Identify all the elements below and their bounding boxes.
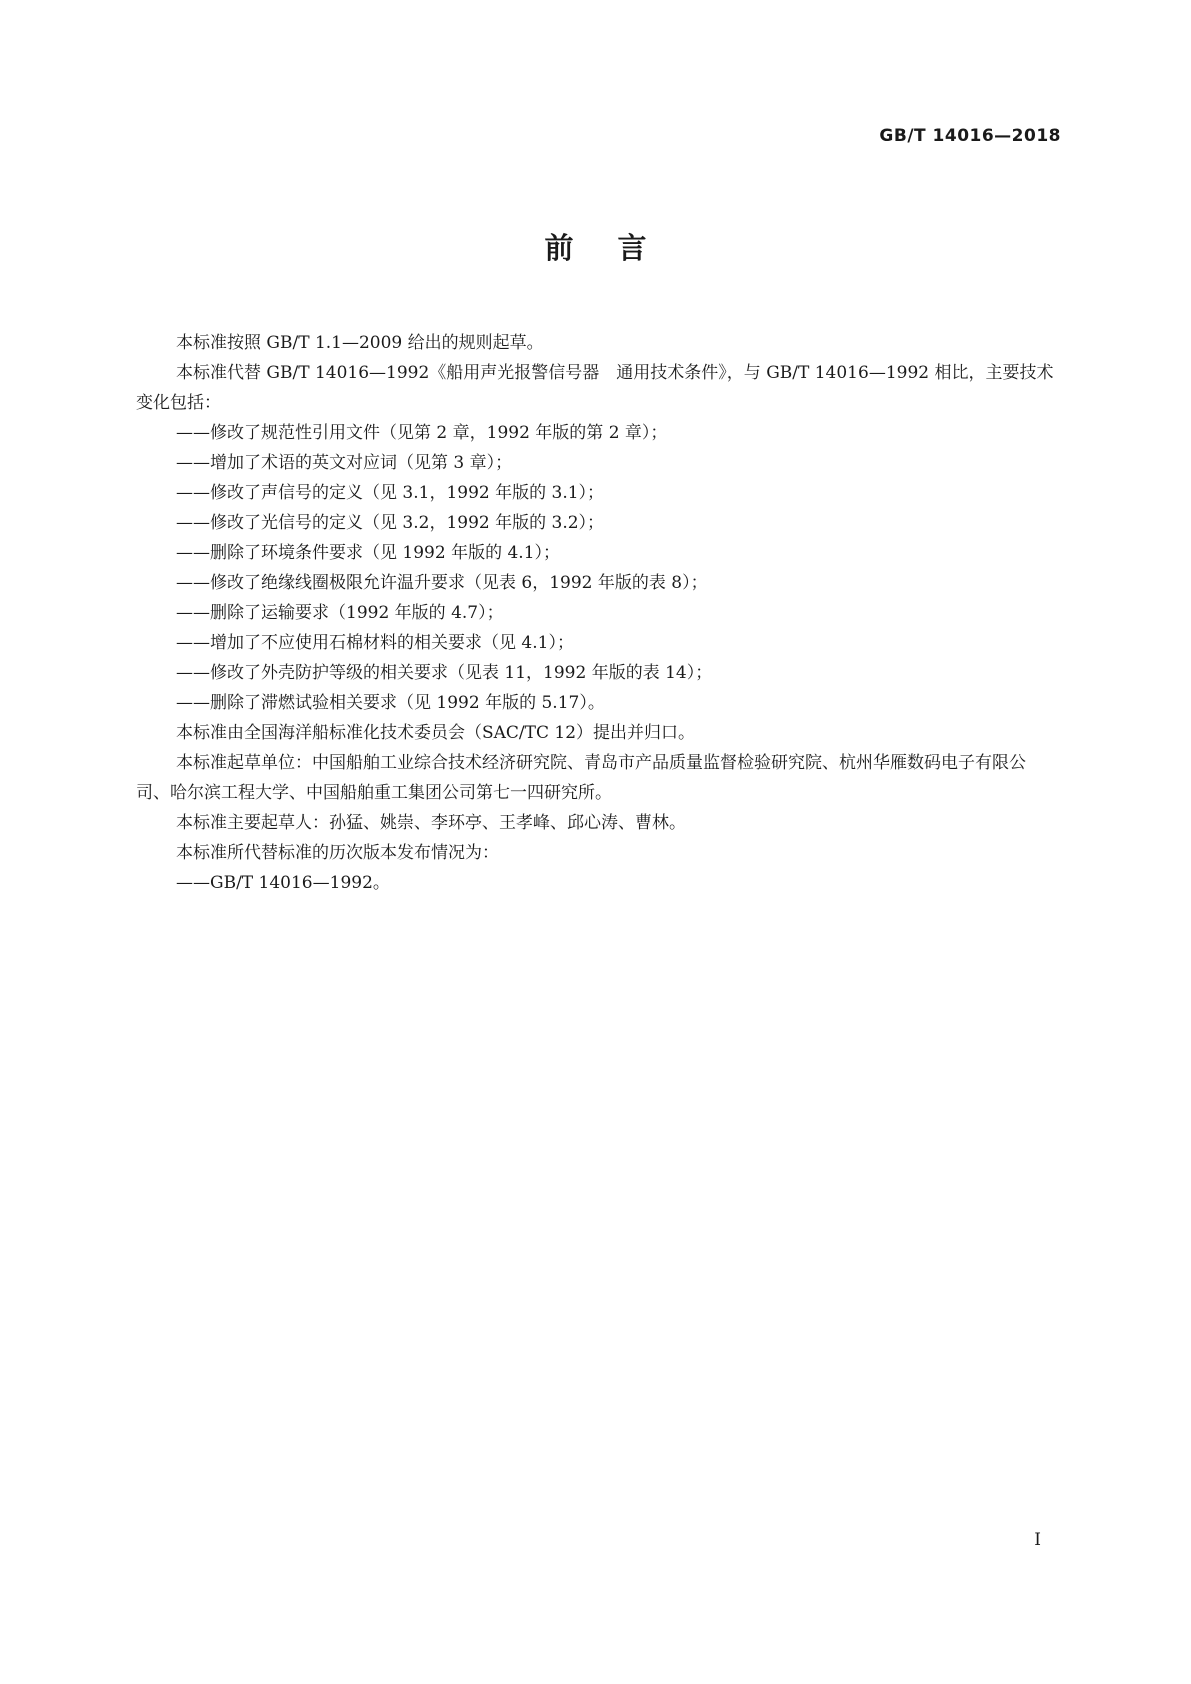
paragraph-history: 本标准所代替标准的历次版本发布情况为：	[176, 843, 499, 863]
list-item: ——删除了运输要求（1992 年版的 4.7）；	[176, 603, 504, 623]
paragraph-drafting-units: 本标准起草单位：中国船舶工业综合技术经济研究院、青岛市产品质量监督检验研究院、杭州华雁数码电子有限公司、哈尔滨工程大学、中国船舶重工集团公司第七一四研究所。	[136, 753, 1026, 803]
standard-code: GB/T 14016—2018	[879, 126, 1061, 146]
paragraph-drafters: 本标准主要起草人：孙猛、姚崇、李环亭、王孝峰、邱心涛、曹林。	[176, 813, 686, 833]
list-item: ——删除了环境条件要求（见 1992 年版的 4.1）；	[176, 543, 561, 563]
list-item: ——修改了绝缘线圈极限允许温升要求（见表 6，1992 年版的表 8）；	[176, 573, 708, 593]
list-item: ——GB/T 14016—1992。	[176, 873, 390, 893]
page-number: I	[1034, 1530, 1041, 1550]
list-item: ——增加了不应使用石棉材料的相关要求（见 4.1）；	[176, 633, 574, 653]
foreword-body	[136, 328, 1056, 898]
list-item: ——修改了规范性引用文件（见第 2 章，1992 年版的第 2 章）；	[176, 423, 668, 443]
page-title: 前言	[544, 231, 691, 265]
list-item: ——删除了滞燃试验相关要求（见 1992 年版的 5.17）。	[176, 693, 605, 713]
list-item: ——修改了外壳防护等级的相关要求（见表 11，1992 年版的表 14）；	[176, 663, 713, 683]
paragraph-replacement: 本标准代替 GB/T 14016—1992《船用声光报警信号器 通用技术条件》，与 GB/T 14016—1992 相比，主要技术变化包括：	[136, 363, 1054, 413]
list-item: ——增加了术语的英文对应词（见第 3 章）；	[176, 453, 513, 473]
list-item: ——修改了光信号的定义（见 3.2，1992 年版的 3.2）；	[176, 513, 605, 533]
list-item: ——修改了声信号的定义（见 3.1，1992 年版的 3.1）；	[176, 483, 605, 503]
paragraph-drafting-rules: 本标准按照 GB/T 1.1—2009 给出的规则起草。	[176, 333, 544, 353]
paragraph-proposer: 本标准由全国海洋船标准化技术委员会（SAC/TC 12）提出并归口。	[176, 723, 696, 743]
